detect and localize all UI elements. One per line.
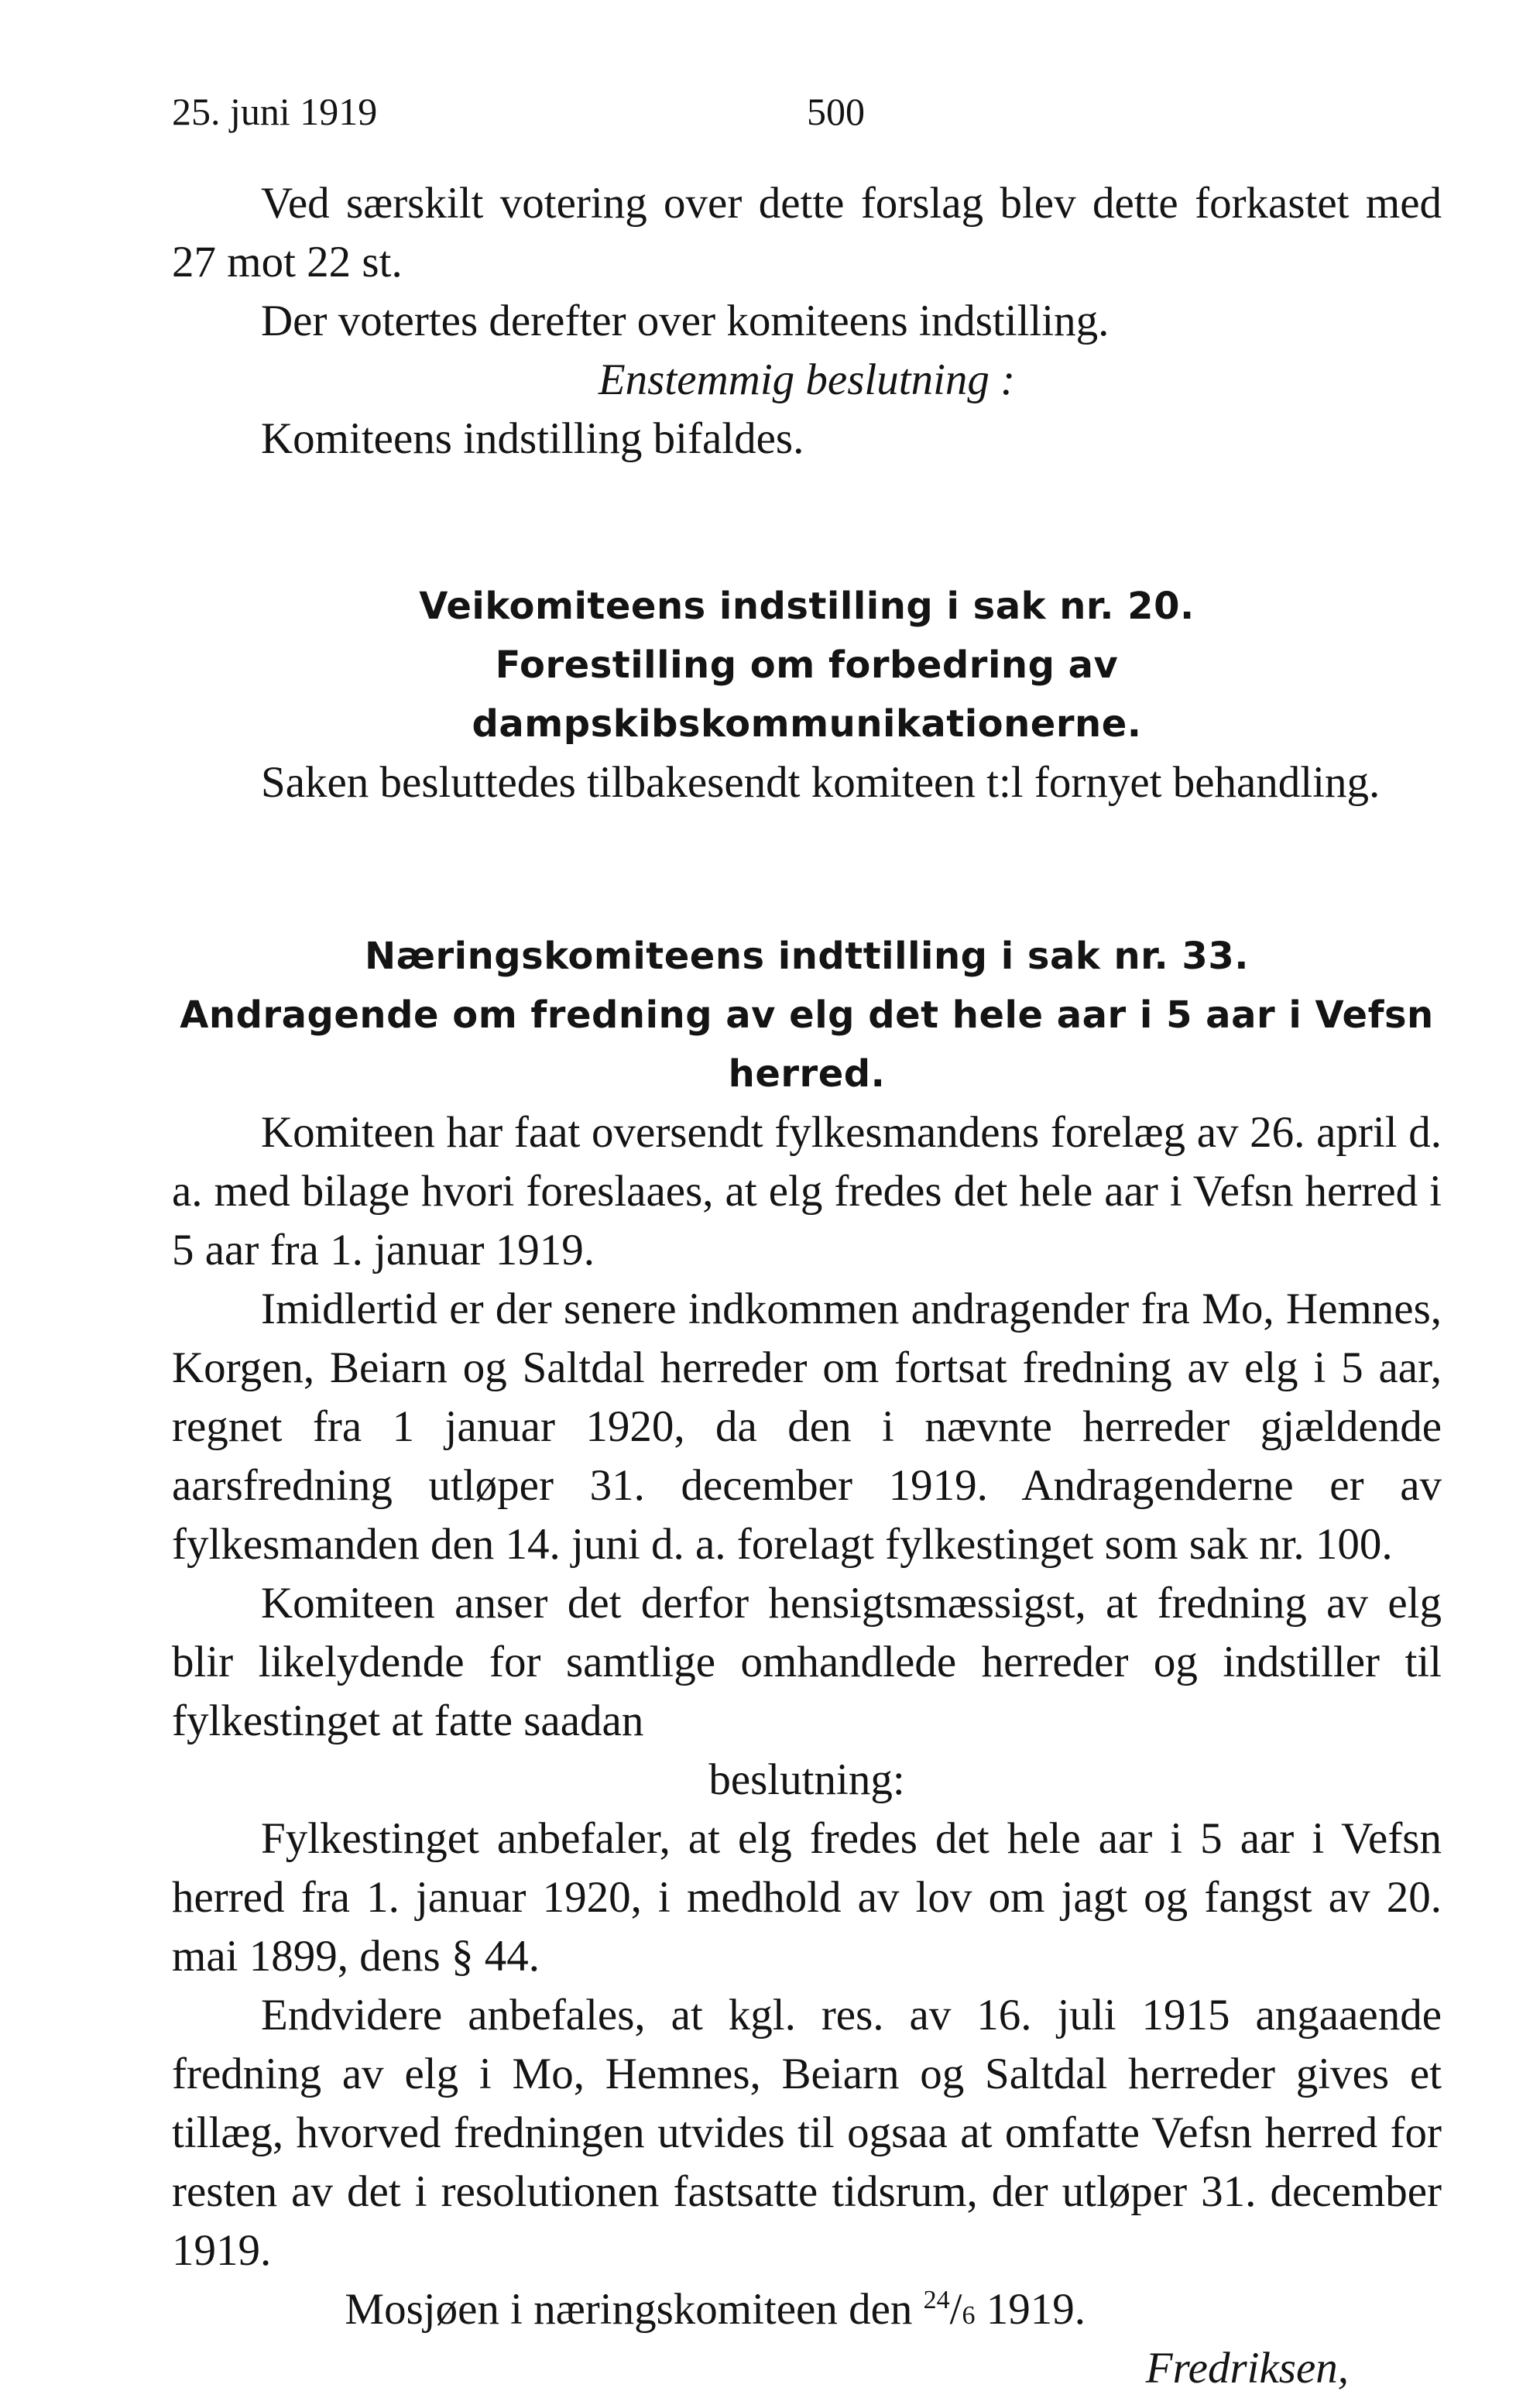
section-spacer [172, 468, 1442, 577]
date-day: 24 [923, 2286, 950, 2314]
section-subheading-moose-protection: Andragende om fredning av elg det hele aar i 5 aar i Vefsn herred. [180, 993, 1434, 1096]
page-number: 500 [807, 90, 865, 133]
header-date: 25. juni 1919 [172, 90, 378, 133]
place-date-line: Mosjøen i næringskomiteen den $^{24}$/6 1919. [345, 2285, 1086, 2334]
moose-paragraph-2: Imidlertid er der senere indkommen andragender fra Mo, Hemnes, Korgen, Beiarn og Saltdal herreder om fortsat fredning av elg i 5 aar, regnet fra 1 januar 1920, da den i nævnte herreder gjældende aarsfredning utløper 31. december 1919. Andragenderne er av fylkesmanden den 14. juni d. a. forelagt fylkestinget som sak nr. 100. [172, 1285, 1442, 1569]
vote-result-paragraph: Ved særskilt votering over dette forslag blev dette forkastet med 27 mot 22 st. [172, 179, 1442, 286]
resolution-paragraph-1: Fylkestinget anbefaler, at elg fredes det hele aar i 5 aar i Vefsn herred fra 1. januar 1920, i medhold av lov om jagt og fangst av 20. mai 1899, dens § 44. [172, 1814, 1442, 1981]
date-year: 1919. [986, 2285, 1086, 2334]
decision-text: Komiteens indstilling bifaldes. [261, 414, 804, 463]
section-subheading-steamship: Forestilling om forbedring av dampskibskommunikationerne. [472, 643, 1142, 746]
section-heading-road-committee: Veikomiteens indstilling i sak nr. 20. [419, 585, 1195, 628]
section-heading-business-committee: Næringskomiteens indttilling i sak nr. 33. [365, 935, 1249, 978]
date-month: 6 [962, 2301, 976, 2330]
moose-paragraph-1: Komiteen har faat oversendt fylkesmandens forelæg av 26. april d. a. med bilage hvori foreslaaes, at elg fredes det hele aar i Vefsn herred i 5 aar fra 1. januar 1919. [172, 1108, 1442, 1274]
document-body [172, 174, 1442, 2398]
place-date-text: Mosjøen i næringskomiteen den [345, 2285, 913, 2334]
unanimous-decision-label: Enstemmig beslutning : [598, 355, 1016, 404]
steamship-paragraph: Saken besluttedes tilbakesendt komiteen t:l fornyet behandling. [261, 758, 1381, 807]
signature: Fredriksen, [1145, 2344, 1349, 2393]
section-spacer [172, 812, 1442, 927]
vote-committee-paragraph: Der votertes derefter over komiteens indstilling. [261, 297, 1110, 345]
moose-paragraph-3: Komiteen anser det derfor hensigtsmæssigst, at fredning av elg blir likelydende for samtlige omhandlede herreder og indstiller til fylkestinget at fatte saadan [172, 1579, 1442, 1745]
page-header [172, 89, 1442, 143]
resolution-paragraph-2: Endvidere anbefales, at kgl. res. av 16. juli 1915 angaaende fredning av elg i Mo, Hemnes, Beiarn og Saltdal herreder gives et tillæg, hvorved fredningen utvides til ogsaa at omfatte Vefsn herred for resten av det i resolutionen fastsatte tidsrum, der utløper 31. december 1919. [172, 1991, 1442, 2275]
decision-label: beslutning: [708, 1755, 905, 1804]
